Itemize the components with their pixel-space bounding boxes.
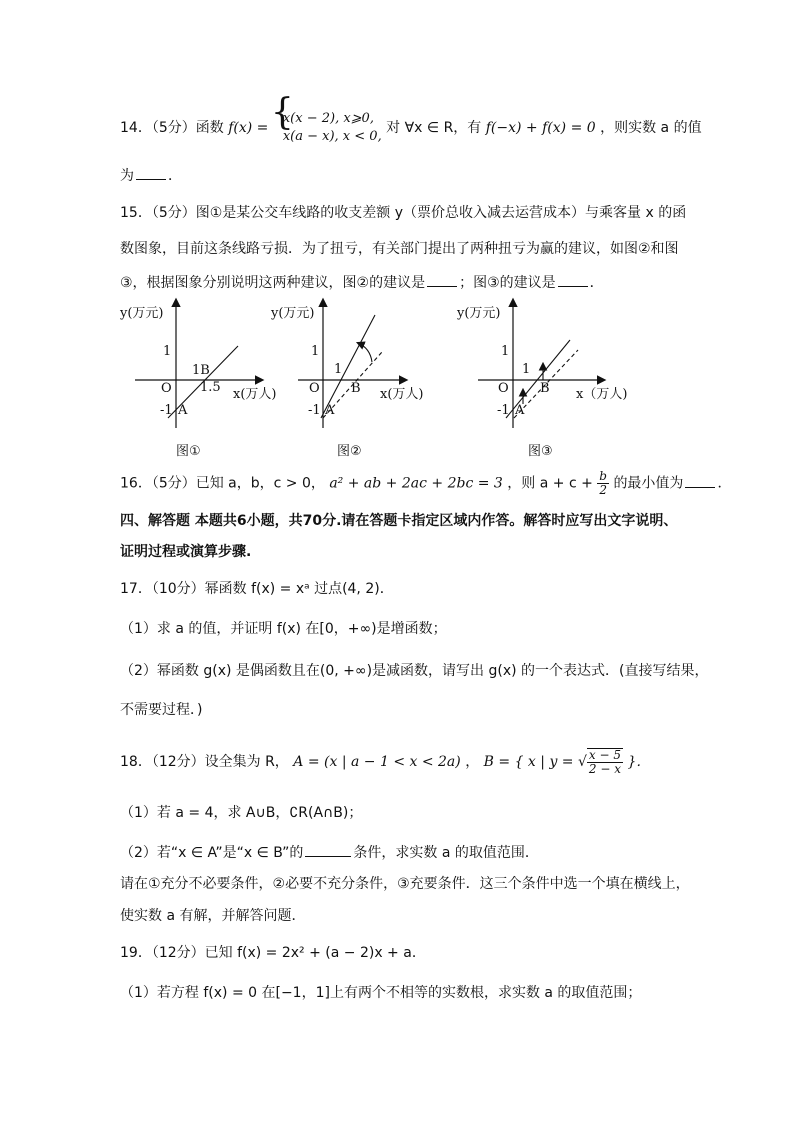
graph-1-y-neg-tick: -1 [160, 403, 173, 418]
q18-mid: ， [465, 754, 480, 770]
q18-note2: 使实数 a 有解，并解答问题． [120, 908, 306, 924]
graph-3-y-tick: 1 [501, 344, 510, 359]
q16-suffix: 的最小值为 [613, 475, 684, 492]
q17-part2-line1: （2）幂函数 g(x) 是偶函数且在(0, +∞)是减函数，请写出 g(x) 的一个表达式．(直接写结果， [120, 663, 709, 679]
q15-line3: ③，根据图象分别说明这两种建议，图②的建议是 ；图③的建议是 ． [120, 275, 604, 291]
q14-case2: x(a − x), x < 0, [282, 129, 382, 144]
q18-part1: （1）若 a = 4，求 A∪B，∁R(A∩B)； [120, 805, 363, 821]
q17-line1: 17．（10分）幂函数 f(x) = xᵃ 过点(4, 2)． [120, 581, 394, 597]
q19-line1: 19．（12分）已知 f(x) = 2x² + (a − 2)x + a． [120, 945, 426, 961]
graph-2-x-label: x(万人) [380, 387, 424, 402]
q15-line3-a: ③，根据图象分别说明这两种建议，图②的建议是 [120, 275, 426, 291]
q18-answer-blank [305, 856, 351, 857]
q16-answer-blank [685, 487, 715, 488]
q16-equation: a² + ab + 2ac + 2bc = 3 [329, 475, 503, 492]
graph-1-y-label: y(万元) [120, 306, 164, 321]
q14-line2: 为 ． [120, 168, 182, 184]
q18-prefix: 18．（12分）设全集为 R， [120, 754, 289, 770]
graph-2-y-tick: 1 [311, 344, 320, 359]
q16-frac-den: 2 [599, 483, 607, 497]
q18-part2-a: （2）若“x ∈ A”是“x ∈ B”的 [120, 845, 304, 861]
graph-2-y-neg-tick: -1 [308, 403, 321, 418]
q18-line1: 18．（12分）设全集为 R， A = (x | a − 1 < x < 2a) ， B = { x | y = √ $\frac{x - 5}{2 - x}$ }． [120, 748, 651, 776]
q18-set-b-suffix: }． [627, 754, 651, 770]
q16-frac-num: b [599, 469, 607, 483]
q16-prefix: 16．（5分）已知 a，b，c > 0， [120, 475, 325, 492]
graph-3-x-label: x（万人) [576, 387, 628, 402]
graph-3-point-b: B [540, 381, 550, 396]
q18-set-a: A = (x | a − 1 < x < 2a) [293, 754, 461, 770]
graph-1-point-b: 1B [192, 363, 210, 378]
q14-fx: f(x) = [228, 120, 269, 136]
graph-2-y-label: y(万元) [271, 306, 315, 321]
graph-3-x-tick: 1 [522, 362, 531, 377]
graph-3-point-a: A [515, 403, 525, 418]
graph-3-y-label: y(万元) [457, 306, 501, 321]
graph-2 [270, 300, 423, 459]
graph-3-y-neg-tick: -1 [497, 403, 510, 418]
q17-part2-line2: 不需要过程．) [120, 702, 203, 718]
graph-2-point-b: B [351, 381, 361, 396]
graph-3-caption: 图③ [528, 444, 553, 459]
q14-suffix: ，则实数 a 的值 [600, 120, 702, 136]
q14-line2-text: 为 [120, 168, 134, 184]
q16-fraction [597, 470, 609, 497]
q18-note1: 请在①充分不必要条件，②必要不充分条件，③充要条件．这三个条件中选一个填在横线上， [120, 876, 690, 892]
q16-line: 16．（5分）已知 a，b，c > 0， a² + ab + 2ac + 2bc = 3 ，则 a + c + $\frac{b}{2}$ 的最小值为 ． [120, 469, 732, 497]
graph-1-x-tick: 1.5 [200, 380, 221, 395]
q18-frac-den: 2 − x [588, 762, 622, 776]
graph-2-x-tick: 1 [334, 362, 343, 377]
q14-case1: { x(x − 2), x⩾0, [282, 111, 374, 126]
q16-mid: ，则 a + c + [507, 475, 593, 492]
q14-prefix: 14．（5分）函数 [120, 120, 224, 136]
q19-part1: （1）若方程 f(x) = 0 在[−1，1]上有两个不相等的实数根，求实数 a 的取值范围； [120, 985, 642, 1001]
graph-1-point-a: A [178, 403, 188, 418]
graph-1-x-label: x(万人) [233, 387, 277, 402]
q15-line3-b: ；图③的建议是 [459, 275, 556, 291]
graph-3-origin: O [498, 381, 509, 396]
graph-1-origin: O [161, 381, 172, 396]
graph-1-caption: 图① [176, 444, 201, 459]
graph-2-caption: 图② [337, 444, 362, 459]
q18-part2 [120, 842, 539, 862]
graph-3 [456, 300, 627, 459]
q18-part2-b: 条件，求实数 a 的取值范围． [353, 845, 539, 861]
section4-line2: 证明过程或演算步骤. [120, 544, 252, 560]
graph-2-origin: O [309, 381, 320, 396]
q18-frac-num: x − 5 [588, 748, 622, 762]
section4-line1: 四、解答题 本题共6小题，共70分.请在答题卡指定区域内作答。解答时应写出文字说明、 [120, 513, 678, 529]
q14-condition: f(−x) + f(x) = 0 [485, 120, 596, 136]
q18-fraction [587, 748, 623, 776]
graph-2-rotate-arrow [358, 343, 372, 362]
q18-set-b-prefix: B = { x | y = [483, 754, 574, 770]
graph-1-y-tick: 1 [163, 344, 172, 359]
q15-line2: 数图象，目前这条线路亏损．为了扭亏，有关部门提出了两种扭亏为赢的建议，如图②和图 [120, 241, 679, 257]
q17-part1: （1）求 a 的值，并证明 f(x) 在[0，+∞)是增函数； [120, 621, 447, 637]
q14-mid: 对 ∀x ∈ R，有 [386, 120, 482, 136]
graph-2-point-a: A [325, 403, 335, 418]
graph-1 [119, 300, 276, 459]
q15-line1: 15．（5分）图①是某公交车线路的收支差额 y（票价总收入减去运营成本）与乘客量 x 的函 [120, 205, 687, 221]
